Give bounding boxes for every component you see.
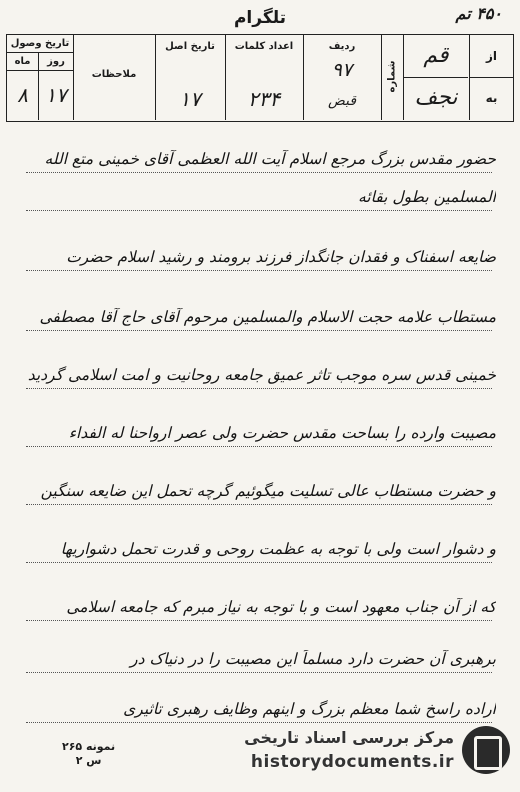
- row-label: ردیف: [328, 41, 356, 52]
- word-count-label: اعداد کلمات: [234, 41, 294, 52]
- row-value: ۹۷: [331, 59, 353, 81]
- ruled-line: [26, 562, 492, 563]
- sample-code: س ۲: [75, 754, 102, 767]
- ruled-line: [26, 270, 492, 271]
- body-line-1: حضور مقدس بزرگ مرجع اسلام آیت الله العظمی آقای خمینی متع الله: [44, 150, 496, 168]
- body-line-9: که از آن جناب معهود است و با توجه به نیاز مبرم که جامعه اسلامی: [66, 598, 496, 616]
- row-cell: [303, 35, 381, 120]
- from-label: از: [485, 49, 498, 63]
- word-count-cell: [225, 35, 303, 120]
- ruled-line: [26, 722, 492, 723]
- archive-logo-icon: [462, 726, 510, 774]
- ruled-line: [26, 172, 492, 173]
- body-line-4: مستطاب علامه حجت الاسلام والمسلمین مرحوم آقای حاج آقا مصطفی: [39, 308, 496, 326]
- to-label: به: [485, 91, 498, 105]
- document-number: ۴۵۰ تم: [455, 4, 502, 23]
- ruled-line: [26, 446, 492, 447]
- month-value: ۸: [7, 71, 39, 120]
- watermark: [240, 724, 510, 780]
- body-line-6: مصیبت وارده را بساحت مقدس حضرت ولی عصر ارواحنا له الفداء: [68, 424, 496, 442]
- page-title: تلگرام: [233, 8, 287, 28]
- telegram-header-form: [6, 34, 514, 122]
- from-to-values-cell: [403, 35, 469, 120]
- from-to-labels-cell: [469, 35, 512, 120]
- body-line-8: و دشوار است ولی با توجه به عظمت روحی و قدرت تحمل دشواریها: [60, 540, 496, 558]
- origin-date-cell: [155, 35, 225, 120]
- body-line-10: برهبری آن حضرت دارد مسلماً این مصیبت را در دنیاک در: [130, 650, 496, 668]
- to-value: نجف: [414, 85, 458, 110]
- sample-label: نمونه ۲۶۵: [62, 740, 116, 753]
- word-count-value: ۲۳۴: [247, 87, 281, 111]
- form-sample-code: [62, 740, 115, 768]
- from-value: قم: [423, 43, 449, 68]
- body-line-5: خمینی قدس سره موجب تاثر عمیق جامعه روحانیت و امت اسلامی گردید: [27, 366, 496, 384]
- receipt-date-cell: [7, 35, 73, 120]
- body-line-7: و حضرت مستطاب عالی تسلیت میگوئیم گرچه تحمل این ضایعه سنگین: [40, 482, 496, 500]
- receipt-date-label: تاریخ وصول: [7, 35, 73, 53]
- body-line-3: ضایعه اسفناک و فقدان جانگداز فرزند برومند و رشید اسلام حضرت: [66, 248, 496, 266]
- origin-date-value: ۱۷: [179, 87, 201, 111]
- origin-date-label: تاریخ اصل: [165, 41, 215, 52]
- row-note: قبض: [327, 93, 357, 109]
- ruled-line: [26, 504, 492, 505]
- remarks-label: ملاحظات: [91, 69, 137, 80]
- remarks-cell: [73, 35, 155, 120]
- number-cell: [381, 35, 403, 120]
- ruled-line: [26, 672, 492, 673]
- day-value: ۱۷: [45, 83, 67, 107]
- number-label: شماره: [386, 60, 398, 93]
- day-label: روز: [39, 53, 73, 71]
- body-line-11: اراده راسخ شما معظم بزرگ و اینهم وظایف رهبری تاثیری: [123, 700, 496, 718]
- ruled-line: [26, 330, 492, 331]
- watermark-url: historydocuments.ir: [250, 752, 454, 772]
- ruled-line: [26, 620, 492, 621]
- month-label: ماه: [7, 53, 39, 71]
- watermark-org-name: مرکز بررسی اسناد تاریخی: [244, 728, 454, 747]
- body-line-2: المسلمین بطول بقائه: [357, 188, 496, 206]
- ruled-line: [26, 388, 492, 389]
- ruled-line: [26, 210, 492, 211]
